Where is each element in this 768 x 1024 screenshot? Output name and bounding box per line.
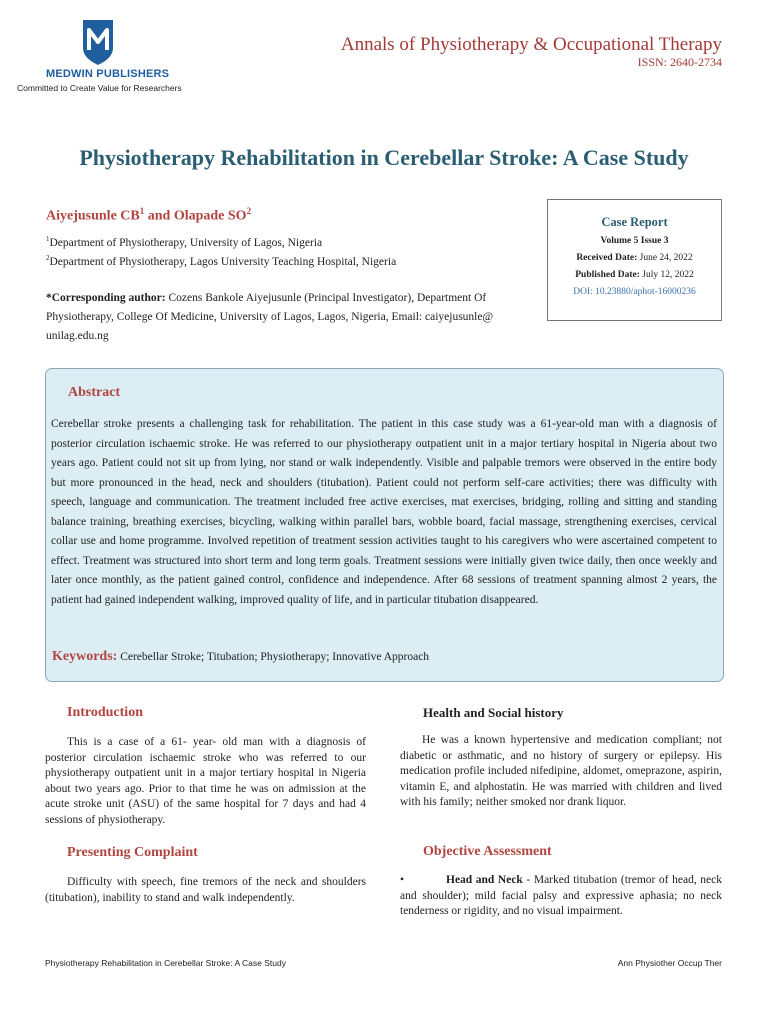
- objective-assessment-heading: Objective Assessment: [423, 844, 552, 859]
- medwin-logo-icon: [80, 18, 116, 66]
- bullet-icon: •: [400, 874, 405, 886]
- objective-assessment-item: [400, 873, 722, 920]
- authors: [46, 206, 251, 225]
- received-date-label: Received Date:: [576, 253, 638, 263]
- volume-issue: [548, 236, 721, 246]
- author-affiliation-sup: 2: [246, 206, 252, 216]
- author-name: Olapade SO: [173, 208, 247, 224]
- author-name: Aiyejusunle CB: [46, 208, 140, 224]
- assessment-item-text: - Marked titubation (tremor of head, neck and shoulder); mild facial palsy and expressive aphasia; no neck tenderness or rigidity, and no visual impairment.: [400, 874, 722, 917]
- received-date-value: June 24, 2022: [637, 253, 693, 263]
- article-type: Case Report: [601, 215, 668, 229]
- journal-title: Annals of Physiotherapy & Occupational Therapy: [340, 34, 722, 55]
- corresponding-author-label: *Corresponding author:: [46, 292, 166, 304]
- case-report-box: [547, 199, 722, 321]
- affiliation-sup: 1: [46, 235, 50, 243]
- affiliation: [46, 254, 396, 268]
- affiliation-text: Department of Physiotherapy, Lagos University Teaching Hospital, Nigeria: [49, 255, 397, 268]
- footer-article-title: Physiotherapy Rehabilitation in Cerebellar Stroke: A Case Study: [45, 958, 286, 968]
- author-joiner: and: [144, 208, 174, 224]
- published-date-value: July 12, 2022: [639, 270, 694, 280]
- published-date: [548, 270, 721, 280]
- abstract-text: Cerebellar stroke presents a challenging task for rehabilitation. The patient in this case study was a 61-year-old man with a diagnosis of posterior circulation ischaemic stroke. He was referred to our physiotherapy outpatient unit in a major tertiary hospital in Nigeria about two years ago. Patient could not sit up from lying, nor stand or walk independently. Visible and palpable tremors were observed in the entire body but more pronounced in the head, neck and shoulders (titubation). Patient could not perform self-care activities; there was difficulty with speech, language and communication. The treatment included free active exercises, mat exercises, bridging, rolling and sitting and standing balance training, breathing exercises, bicycling, walking within parallel bars, wobble board, facial massage, strengthening exercises, cervical collar use and home programme. Involved repetition of treatment session activities taught to his caregivers who were ascertained competent to effect. Treatment was structured into short term and long term goals. Treatment sessions were initially given twice daily, then once weekly and later once monthly, as the patient gained control, confidence and independence. After 68 sessions of treatment spanning almost 2 years, the patient had gained independent walking, improved quality of life, and in particular titubation disappeared.: [51, 418, 717, 606]
- affiliation-sup: 2: [46, 254, 50, 262]
- health-history-body: He was a known hypertensive and medication compliant; not diabetic or asthmatic, and no history of surgery or epilepsy. His medication profile included nifedipine, aldomet, omeprazone, aspirin, vitamin E, and alphostatin. He was married with children and lived with his family; neither smoked nor drank liquor.: [400, 734, 722, 808]
- keywords: [52, 649, 429, 665]
- presenting-complaint-heading: Presenting Complaint: [67, 845, 198, 860]
- corresponding-author: [46, 289, 542, 346]
- affiliation-text: Department of Physiotherapy, University of Lagos, Nigeria: [49, 236, 323, 249]
- assessment-item-label: Head and Neck: [446, 874, 523, 886]
- publisher-tagline: Committed to Create Value for Researchers: [17, 83, 182, 93]
- affiliation: [46, 235, 322, 249]
- abstract-heading: Abstract: [68, 385, 121, 400]
- issn: ISSN: 2640-2734: [637, 55, 722, 69]
- volume-issue-text: Volume 5 Issue 3: [600, 236, 669, 246]
- corresponding-author-text: Cozens Bankole Aiyejusunle (Principal Investigator), Department Of Physiotherapy, College Of Medicine, University of Lagos, Lagos, Nigeria, Email: caiyejusunle@ unilag.edu.ng: [46, 292, 494, 342]
- author-affiliation-sup: 1: [139, 206, 145, 216]
- doi-link[interactable]: DOI: 10.23880/aphot-16000236: [573, 287, 696, 297]
- keywords-text: Cerebellar Stroke; Titubation; Physiotherapy; Innovative Approach: [117, 651, 430, 663]
- health-history-text: [400, 733, 722, 811]
- publisher-name: MEDWIN PUBLISHERS: [46, 68, 170, 80]
- introduction-text: [45, 735, 366, 828]
- introduction-body: This is a case of a 61- year- old man with a diagnosis of posterior circulation ischaemic stroke who was referred to our physiotherapy outpatient unit in a major tertiary hospital in Nigeria about two years ago. Prior to that time he was on admission at the acute stroke unit (ASU) of the same hospital for 7 days and had 4 sessions of physiotherapy.: [45, 736, 366, 826]
- introduction-heading: Introduction: [67, 705, 143, 720]
- published-date-label: Published Date:: [575, 270, 640, 280]
- received-date: [548, 253, 721, 263]
- footer-journal-abbrev: Ann Physiother Occup Ther: [617, 958, 722, 968]
- health-history-heading: Health and Social history: [423, 705, 564, 720]
- article-title: Physiotherapy Rehabilitation in Cerebellar Stroke: A Case Study: [79, 145, 689, 170]
- presenting-complaint-text: [45, 875, 366, 906]
- presenting-complaint-body: Difficulty with speech, fine tremors of the neck and shoulders (titubation), inability to stand and walk independently.: [45, 876, 366, 904]
- keywords-label: Keywords:: [52, 649, 118, 664]
